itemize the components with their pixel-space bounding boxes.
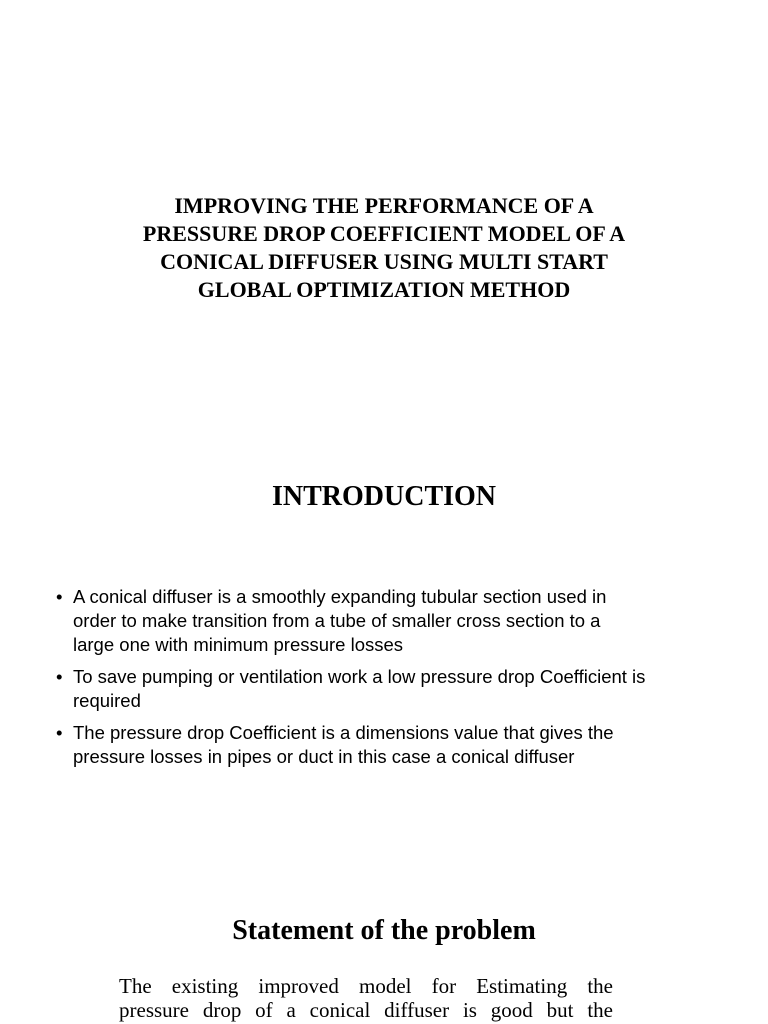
introduction-bullet-1 — [56, 585, 726, 657]
title-line: IMPROVING THE PERFORMANCE OF A — [174, 193, 594, 218]
bullet-icon: • — [56, 586, 63, 607]
document-title — [90, 192, 678, 304]
problem-statement-heading: Statement of the problem — [232, 915, 536, 946]
title-line: CONICAL DIFFUSER USING MULTI START — [160, 249, 608, 274]
problem-statement-paragraph — [119, 974, 613, 1022]
paragraph-line: pressure drop of a conical diffuser is good but the — [119, 998, 613, 1022]
bullet-text-line: A conical diffuser is a smoothly expanding tubular section used in — [73, 586, 607, 607]
introduction-bullet-list — [56, 585, 726, 777]
bullet-icon: • — [56, 666, 63, 687]
introduction-bullet-2 — [56, 665, 726, 713]
bullet-text-line: large one with minimum pressure losses — [73, 634, 404, 655]
title-line: PRESSURE DROP COEFFICIENT MODEL OF A — [142, 221, 626, 246]
bullet-icon: • — [56, 722, 63, 743]
introduction-heading: INTRODUCTION — [271, 481, 497, 512]
bullet-text-line: pressure losses in pipes or duct in this case a conical diffuser — [73, 746, 575, 767]
introduction-bullet-3 — [56, 721, 726, 769]
title-line: GLOBAL OPTIMIZATION METHOD — [197, 277, 571, 302]
bullet-text-line: required — [73, 690, 141, 711]
bullet-text-line: To save pumping or ventilation work a low pressure drop Coefficient is — [73, 666, 646, 687]
paragraph-line: The existing improved model for Estimating the — [119, 974, 613, 998]
bullet-text-line: order to make transition from a tube of smaller cross section to a — [73, 610, 601, 631]
bullet-text-line: The pressure drop Coefficient is a dimensions value that gives the — [73, 722, 614, 743]
